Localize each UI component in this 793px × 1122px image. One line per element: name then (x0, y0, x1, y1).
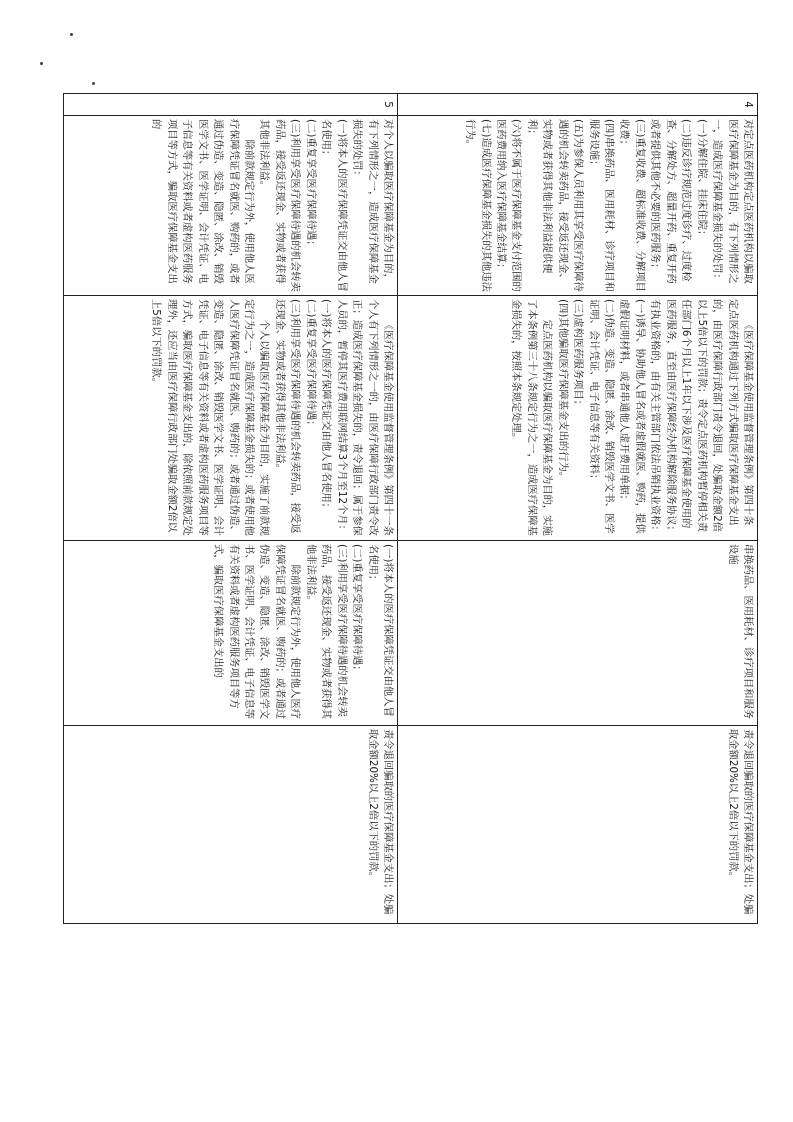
text-line: (一)分解住院、挂床住院； (695, 119, 708, 241)
text-line: (一)诱导、协助他人冒名或者虚假就医、购药，提供虚假证明材料，或者串通他人虚开费用单据； (618, 299, 646, 534)
circumstance-cell (64, 541, 398, 726)
text-line: (三)利用享受医疗保障待遇的机会转卖药品，接受返还现金、实物或者获得其他非法利益。 (273, 299, 302, 534)
text-line: (三)利用享受医疗保障待遇的机会转卖药品，接受返还现金、实物或者获得其他非法利益。 (258, 119, 302, 292)
text-line: 对个人以骗取医疗保障基金为目的，有下列情形之一，造成医疗保障基金损失的处罚： (351, 119, 394, 284)
text-line: (三)虚构医药服务项目； (572, 299, 585, 411)
text-line: (一)将本人的医疗保障凭证交由他人冒名使用； (366, 544, 394, 717)
text-line: (二)重复享受医疗保障待遇； (304, 299, 317, 431)
text-line: 对定点医药机构定点医药机构以骗取医疗保障基金为目的，有下列情形之一，造成医疗保障基金损失的处罚： (711, 119, 754, 284)
text-line: (二)重复享受医疗保障待遇； (351, 544, 364, 676)
row-number: 5 (64, 94, 398, 116)
text-line: (二)重复享受医疗保障待遇； (304, 119, 317, 251)
scan-speck (70, 33, 73, 36)
table-row (64, 94, 398, 924)
text-line: (二)伪造、变造、隐匿、涂改、销毁医学文书、医学证明、会计凭证、电子信息等有关资料； (587, 299, 616, 534)
text-line: 串换药品、医用耗材、诊疗项目和服务设施 (726, 544, 754, 720)
text-line: 《医疗保障基金使用监督管理条例》第四十条 定点医药机构通过下列方式骗取医疗保障基金支出的，由医疗保障行政部门责令退回，处骗取金额2倍以上5倍以下的罚款；责令定点医药机构暂停相关责任部门6个月以上1年以下涉及医疗保障基金使用的医药服务，直至由医疗保障经办机构解除服务协议；有执业资格的，由有关主管部门依法吊销执业资格： (649, 299, 754, 536)
text-line: (一)将本人的医疗保障凭证交由他人冒名使用； (320, 119, 348, 292)
behavior-cell (398, 116, 758, 296)
text-line: (六)将不属于医疗保障基金支付范围的医药费用纳入医疗保障基金结算； (495, 119, 523, 292)
rotated-table-page (70, 93, 758, 923)
text-line: 责令退回骗取的医疗保障基金支出；处骗取金额20%以上2倍以下的罚款。 (726, 729, 754, 915)
text-line: (七)造成医疗保障基金损失的其他违法行为。 (464, 119, 492, 292)
behavior-cell (64, 116, 398, 296)
text-line: (二)违反诊疗规范过度诊疗、过度检查、分解处方、超量开药、重复开药或者提供其他不必要的医药服务； (649, 119, 693, 284)
penalty-standard-cell (398, 726, 758, 924)
text-line: (三)利用享受医疗保障待遇的机会转卖药品，接受返还现金、实物或者获得其他非法利益。 (304, 544, 348, 720)
text-line: (一)将本人的医疗保障凭证交由他人冒名使用； (320, 299, 333, 513)
scan-speck (40, 62, 43, 65)
row-number: 4 (398, 94, 758, 116)
text-line: (三)重复收费、超标准收费、分解项目收费； (618, 119, 646, 292)
text-line: 个人以骗取医疗保障基金为目的，实施了前款规定行为之一，造成医疗保障基金损失的；或者使用他人医疗保障凭证冒名就医、购药的；或者通过伪造、变造、隐匿、涂改、销毁医学文书、医学证明、会计凭证、电子信息等有关资料或者虚构医药服务项目等方式，骗取医疗保障基金支出的，除依照前款规定处理外，还应当由医疗保障行政部门处骗取金额2倍以上5倍以下的罚款。 (150, 299, 271, 536)
text-line: (四)其他骗取医疗保障基金支出的行为。 (556, 299, 569, 483)
legal-basis-cell (64, 296, 398, 541)
text-line: (四)串换药品、医用耗材、诊疗项目和服务设施； (587, 119, 616, 292)
text-line: 定点医药机构以骗取医疗保障基金为目的，实施了本条例第三十八条规定行为之一，造成医疗保障基金损失的，按照本条规定处理。 (510, 299, 554, 536)
scan-speck (92, 82, 95, 85)
legal-basis-cell (398, 296, 758, 541)
text-line: 责令退回骗取的医疗保障基金支出；处骗取金额20%以上2倍以下的罚款。 (366, 729, 394, 915)
circumstance-cell (398, 541, 758, 726)
penalty-table (63, 93, 758, 924)
table-row (398, 94, 758, 924)
text-line: 除前款规定行为外，使用他人医疗保障凭证冒名就医、购药的，或者通过伪造、变造、隐匿、涂改、销毁医学文书、医学证明、会计凭证、电子信息等有关资料或者虚构医药服务项目等方式，骗取医疗保障基金支出的 (150, 119, 256, 284)
text-line: (五)为参保人员利用其享受医疗保障待遇的机会转卖药品，接受返还现金、实物或者获得其他非法利益提供便利； (525, 119, 585, 292)
text-line: 《医疗保障基金使用监督管理条例》第四十一条 个人有下列情形之一的，由医疗保障行政部门责令改正；造成医疗保障基金损失的，责令退回；属于参保人员的，暂停其医疗费用联网结算3个月至12个月： (335, 299, 394, 536)
text-line: 除前款规定行为外，使用他人医疗保障凭证冒名就医、购药的；或者通过伪造、变造、隐匿、涂改、销毁医学文书、医学证明、会计凭证、电子信息等有关资料或者虚构医药服务项目等方式，骗取医疗保障基金支出的 (212, 544, 302, 720)
penalty-standard-cell (64, 726, 398, 924)
